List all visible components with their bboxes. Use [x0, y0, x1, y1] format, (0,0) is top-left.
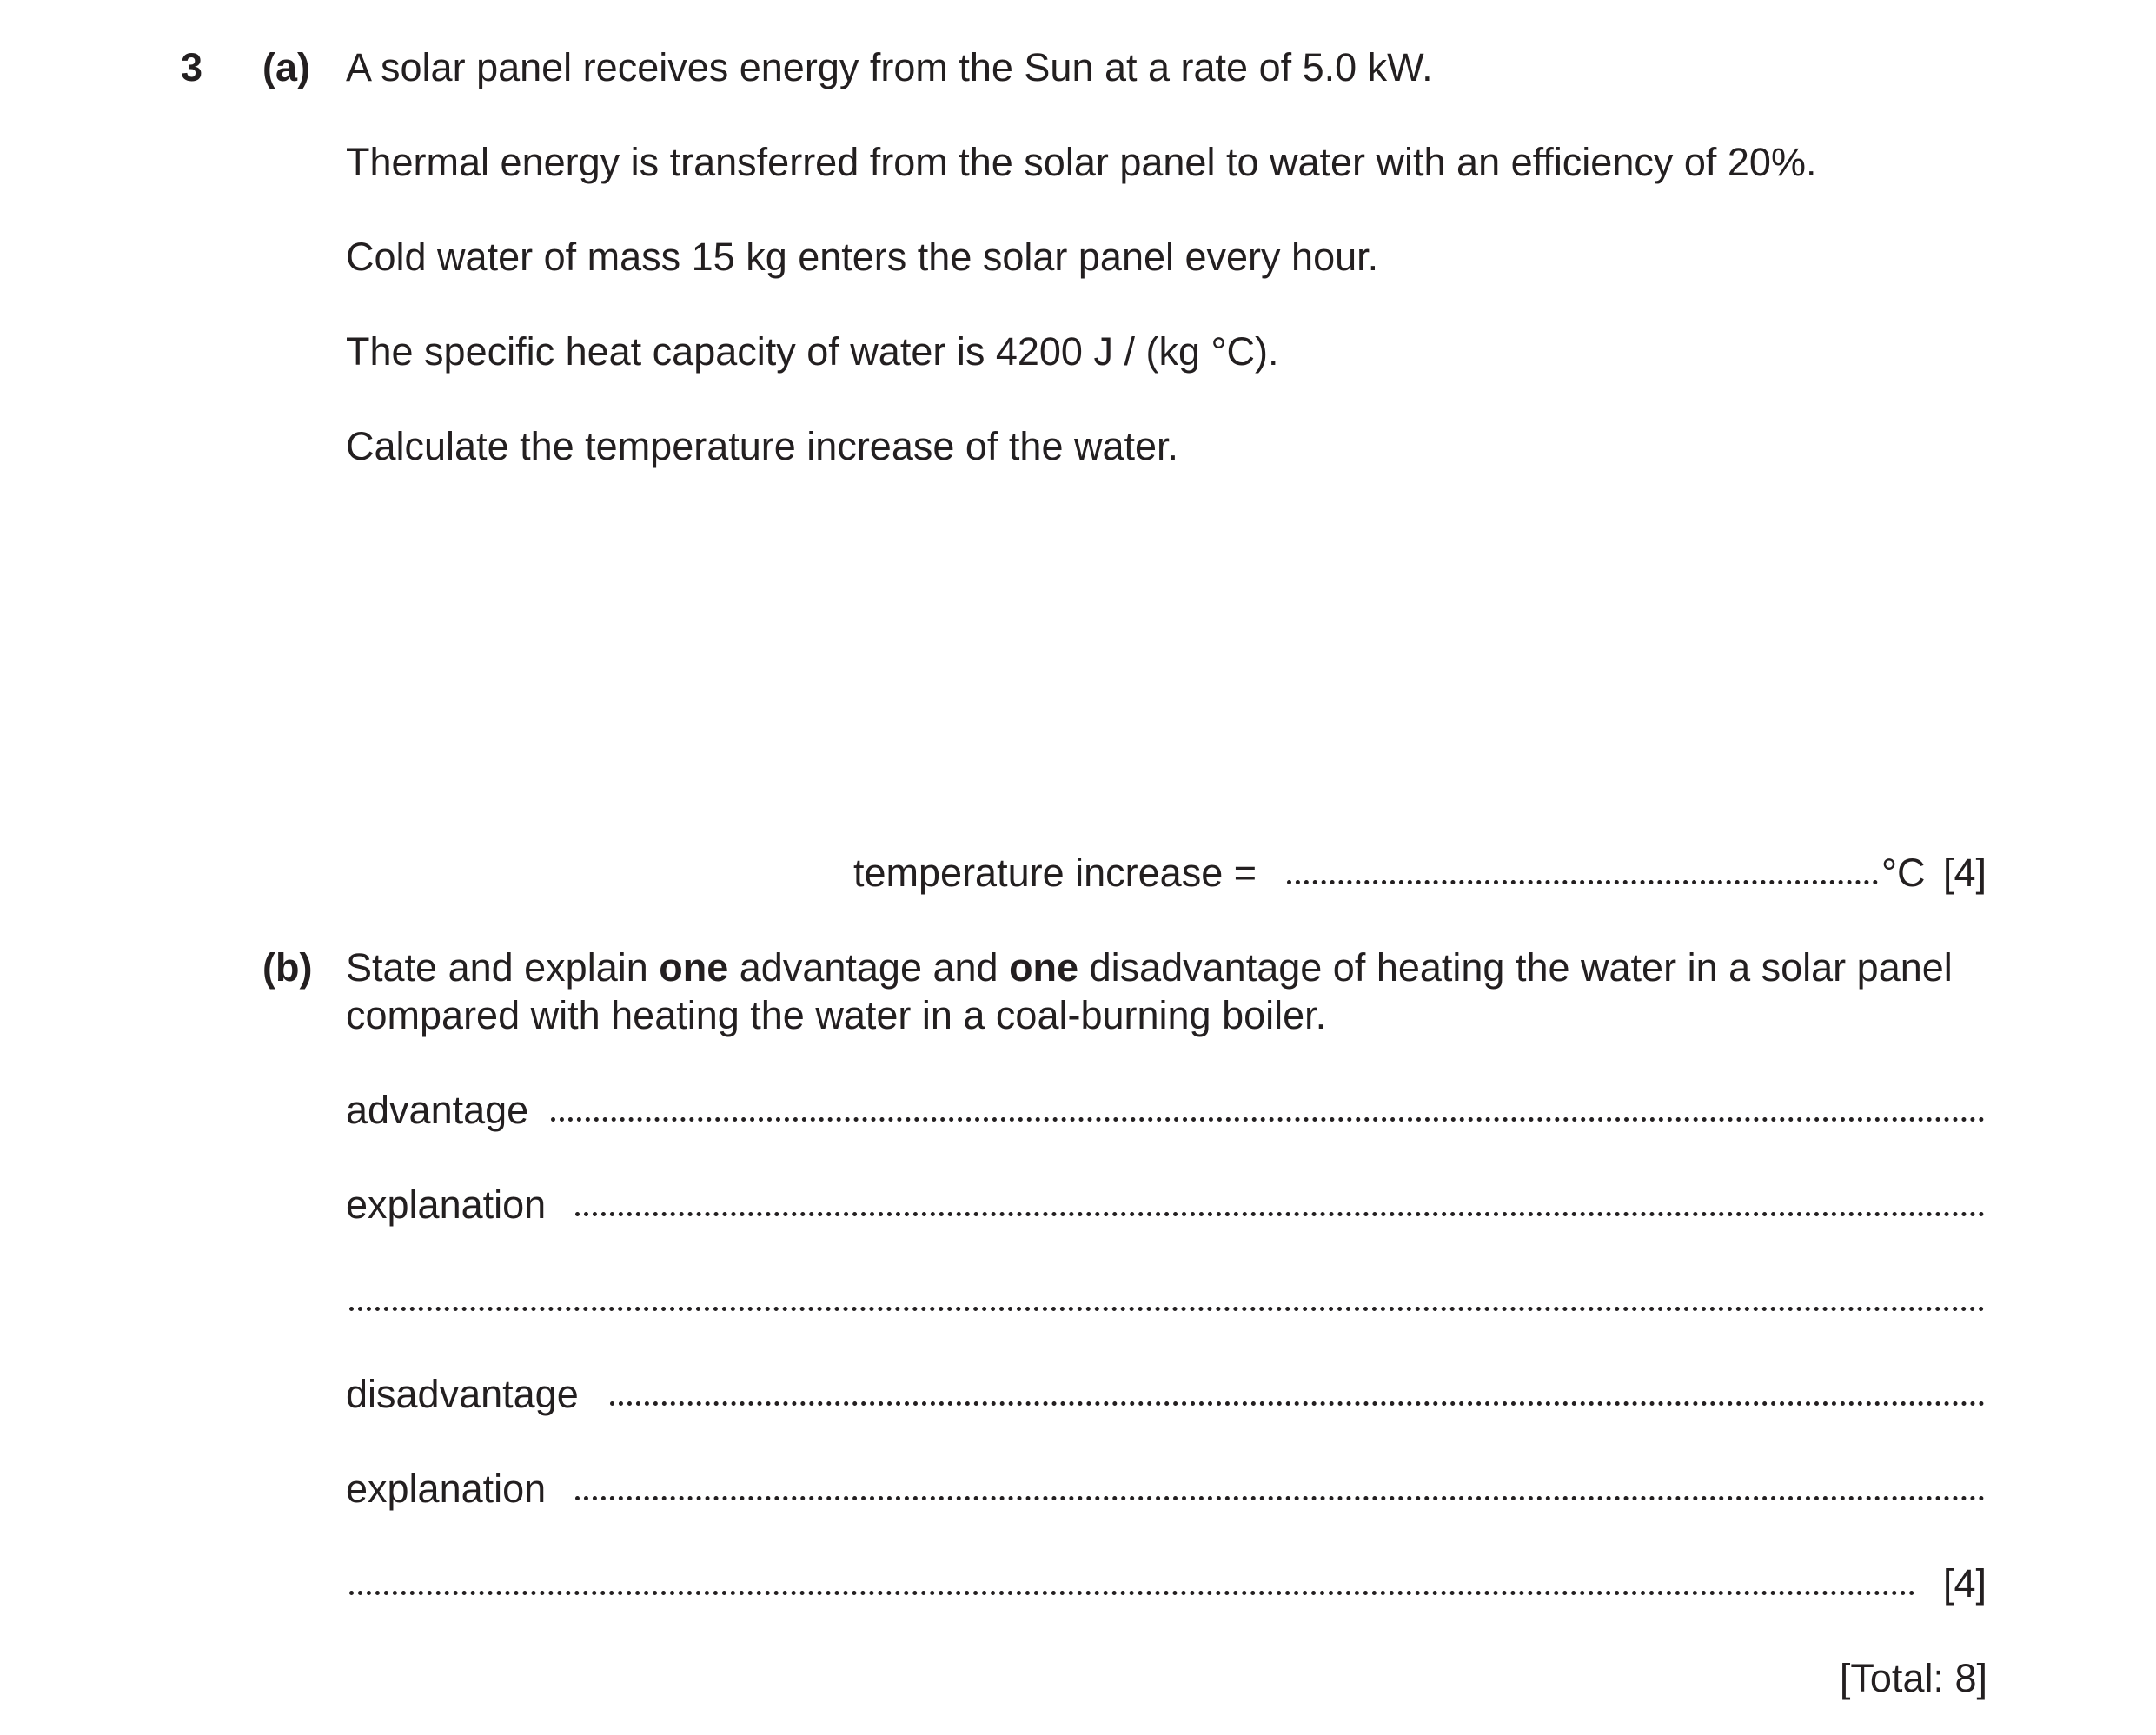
prompt-text-mid: advantage and: [728, 945, 1010, 990]
part-b-prompt-line-2: compared with heating the water in a coal-burning boiler.: [346, 993, 1327, 1037]
total-marks: [Total: 8]: [1839, 1656, 1987, 1700]
part-a-line-4: The specific heat capacity of water is 4200 J / (kg °C).: [346, 329, 1279, 374]
part-a-line-3: Cold water of mass 15 kg enters the solar panel every hour.: [346, 235, 1379, 279]
prompt-bold-one-2: one: [1009, 945, 1079, 990]
prompt-text-start: State and explain: [346, 945, 660, 990]
disadvantage-answer-line[interactable]: [610, 1401, 1985, 1406]
prompt-bold-one-1: one: [659, 945, 729, 990]
part-a-line-1: A solar panel receives energy from the Sun at a rate of 5.0 kW.: [346, 45, 1433, 89]
answer-unit: °C: [1881, 851, 1926, 895]
answer-line[interactable]: [1287, 880, 1878, 884]
question-number: 3: [181, 45, 203, 89]
advantage-label: advantage: [346, 1088, 529, 1132]
explanation-answer-line-2[interactable]: [575, 1496, 1985, 1500]
part-a-marks: [4]: [1943, 851, 1987, 895]
explanation-answer-line-1[interactable]: [575, 1212, 1985, 1216]
prompt-text-end: disadvantage of heating the water in a solar panel: [1078, 945, 1953, 990]
part-a-line-2: Thermal energy is transferred from the solar panel to water with an efficiency of 20%.: [346, 140, 1817, 184]
part-b-label: (b): [262, 945, 313, 990]
explanation-label-2: explanation: [346, 1467, 547, 1511]
explanation-label-1: explanation: [346, 1182, 547, 1227]
explanation-continuation-line-2[interactable]: [349, 1591, 1915, 1595]
advantage-answer-line[interactable]: [551, 1117, 1985, 1122]
disadvantage-label: disadvantage: [346, 1372, 579, 1416]
answer-label: temperature increase =: [853, 851, 1257, 895]
part-b-marks: [4]: [1943, 1561, 1987, 1606]
part-a-instruction: Calculate the temperature increase of the water.: [346, 424, 1179, 468]
part-b-prompt-line-1: [346, 945, 1953, 990]
explanation-continuation-line-1[interactable]: [349, 1307, 1985, 1311]
part-a-label: (a): [262, 45, 310, 89]
